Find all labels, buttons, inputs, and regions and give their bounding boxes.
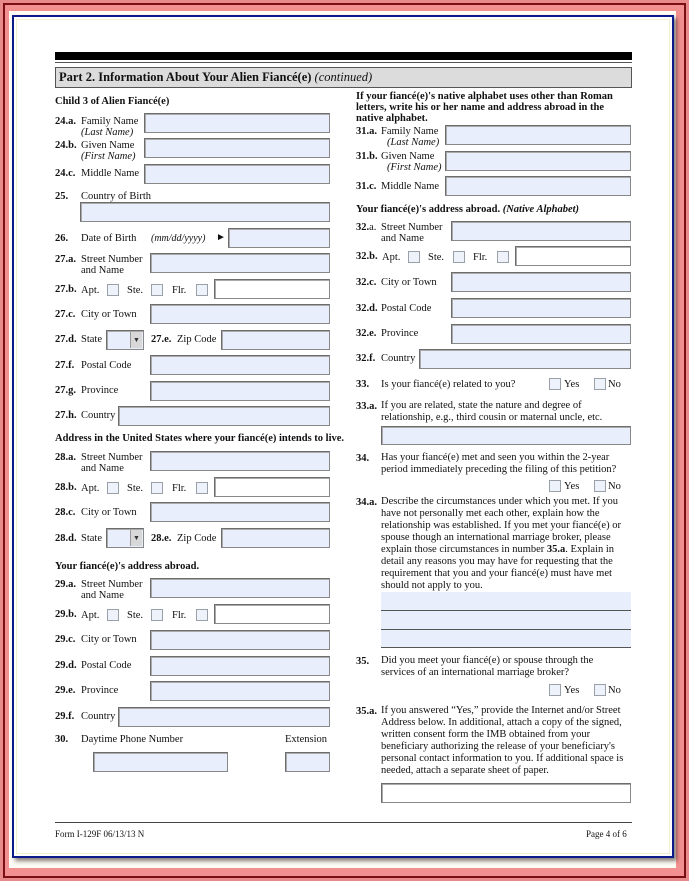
header-rule-thin	[55, 62, 632, 63]
abroad-address-heading: Your fiancé(e)'s address abroad.	[55, 561, 200, 572]
q33a-number: 33.a.	[356, 401, 377, 412]
ste-label: Ste.	[428, 252, 445, 263]
native-alphabet-heading-line2: letters, write his or her name and address abroad in the	[356, 102, 605, 113]
native-middle-name-input[interactable]	[445, 176, 631, 196]
flr-label: Flr.	[172, 483, 187, 494]
q29b-number: 29.b.	[55, 609, 77, 620]
street-input-28a[interactable]	[150, 451, 330, 471]
q32a-number: 32.a.	[356, 222, 377, 233]
q27d-number: 27.d.	[55, 334, 77, 345]
date-of-birth-input[interactable]	[228, 228, 330, 248]
flr-checkbox-28b[interactable]	[196, 482, 208, 494]
us-address-heading: Address in the United States where your fiancé(e) intends to live.	[55, 433, 345, 444]
child3-heading: Child 3 of Alien Fiancé(e)	[55, 96, 170, 107]
q29a-label: Street Number and Name	[81, 579, 143, 601]
q33a-text: If you are related, state the nature and degree of relationship, e.g., third cousin or maternal uncle, etc.	[381, 400, 603, 423]
flr-checkbox-29b[interactable]	[196, 609, 208, 621]
date-format-hint: (mm/dd/yyyy)	[151, 233, 206, 244]
state-select-28d[interactable]	[106, 528, 144, 548]
q32f-label: Country	[381, 353, 416, 364]
unit-number-input-28b[interactable]	[214, 477, 330, 497]
q27e-number: 27.e.	[151, 334, 172, 345]
q27f-number: 27.f.	[55, 360, 75, 371]
q29d-number: 29.d.	[55, 660, 77, 671]
q35-text: Did you meet your fiancé(e) or spouse through the services of an international marriage broker?	[381, 655, 594, 678]
circumstances-textarea[interactable]	[381, 592, 631, 648]
flr-checkbox-27b[interactable]	[196, 284, 208, 296]
country-input-29f[interactable]	[118, 707, 330, 727]
q28d-number: 28.d.	[55, 533, 77, 544]
native-alphabet-heading-line3: native alphabet.	[356, 113, 428, 124]
q28c-number: 28.c.	[55, 507, 76, 518]
yes-label: Yes	[564, 481, 580, 492]
q26-label: Date of Birth	[81, 233, 137, 244]
broker-address-input[interactable]	[381, 783, 631, 803]
province-input-29e[interactable]	[150, 681, 330, 701]
q27c-number: 27.c.	[55, 309, 76, 320]
q24b-label: Given Name (First Name)	[81, 140, 136, 162]
q27g-number: 27.g.	[55, 385, 76, 396]
q34-text: Has your fiancé(e) met and seen you within the 2-year period immediately preceding the filing of this petition?	[381, 452, 617, 475]
q32e-number: 32.e.	[356, 328, 377, 339]
ste-checkbox-32b[interactable]	[453, 251, 465, 263]
q28e-number: 28.e.	[151, 533, 172, 544]
q27b-number: 27.b.	[55, 284, 77, 295]
state-select-27d[interactable]	[106, 330, 144, 350]
zip-code-input-28e[interactable]	[221, 528, 330, 548]
q29f-number: 29.f.	[55, 711, 75, 722]
ste-checkbox-29b[interactable]	[151, 609, 163, 621]
native-given-name-input[interactable]	[445, 151, 631, 171]
q35a-number: 35.a.	[356, 706, 377, 717]
q25-number: 25.	[55, 191, 69, 202]
footer-rule	[55, 822, 632, 823]
q29e-label: Province	[81, 685, 119, 696]
met-yes-checkbox[interactable]	[549, 480, 561, 492]
arrow-right-icon: ►	[216, 232, 226, 243]
part-title: Part 2. Information About Your Alien Fiancé(e)	[59, 70, 312, 84]
q24a-number: 24.a.	[55, 116, 76, 127]
unit-number-input-27b[interactable]	[214, 279, 330, 299]
country-input-27h[interactable]	[118, 406, 330, 426]
no-label: No	[608, 379, 621, 390]
ste-checkbox-27b[interactable]	[151, 284, 163, 296]
q31b-label: Given Name (First Name)	[381, 151, 442, 173]
native-street-input-32a[interactable]	[451, 221, 631, 241]
no-label: No	[608, 685, 621, 696]
country-of-birth-input[interactable]	[80, 202, 330, 222]
q33-label: Is your fiancé(e) related to you?	[381, 379, 516, 390]
native-province-input-32e[interactable]	[451, 324, 631, 344]
q32c-number: 32.c.	[356, 277, 377, 288]
chevron-down-icon[interactable]: ▼	[130, 332, 142, 348]
q29c-label: City or Town	[81, 634, 137, 645]
ste-label: Ste.	[127, 285, 144, 296]
middle-name-input[interactable]	[144, 164, 330, 184]
q31a-label: Family Name (Last Name)	[381, 126, 440, 148]
q27h-number: 27.h.	[55, 410, 77, 421]
q24b-number: 24.b.	[55, 140, 77, 151]
native-alphabet-heading-line1: If your fiancé(e)'s native alphabet uses other than Roman	[356, 91, 613, 102]
broker-yes-checkbox[interactable]	[549, 684, 561, 696]
postal-code-input-29d[interactable]	[150, 656, 330, 676]
q28c-label: City or Town	[81, 507, 137, 518]
q29e-number: 29.e.	[55, 685, 76, 696]
apt-checkbox-28b[interactable]	[107, 482, 119, 494]
q27e-label: Zip Code	[177, 334, 217, 345]
q30-label: Daytime Phone Number	[81, 734, 184, 745]
q24a-label: Family Name (Last Name)	[81, 116, 139, 138]
q27a-number: 27.a.	[55, 254, 76, 265]
native-city-input-32c[interactable]	[451, 272, 631, 292]
ste-label: Ste.	[127, 483, 144, 494]
flr-label: Flr.	[172, 610, 187, 621]
province-input-27g[interactable]	[150, 381, 330, 401]
q34a-text: Describe the circumstances under which you met. If you have not personally met each other, explain how the relationship was established. If you met your fiancé(e) or spouse though an international marriage broker, please explain those circumstances in number 35.a. Explain in detail any reasons you may have for requesting that the requirement that you and your fiancé(e) must have met should not apply to you.	[381, 496, 621, 591]
q31c-number: 31.c.	[356, 181, 377, 192]
zip-code-input-27e[interactable]	[221, 330, 330, 350]
native-unit-number-input-32b[interactable]	[515, 246, 631, 266]
q35a-text: If you answered “Yes,” provide the Internet and/or Street Address below. In additional, attach a copy of the signed, written consent form the IMB obtained from your beneficiary authorizing the release of your beneficiary's personal contact information to you. If additional space is needed, attach a separate sheet of paper.	[381, 705, 624, 776]
city-input-27c[interactable]	[150, 304, 330, 324]
related-yes-checkbox[interactable]	[549, 378, 561, 390]
phone-extension-input[interactable]	[285, 752, 330, 772]
apt-checkbox-32b[interactable]	[408, 251, 420, 263]
native-family-name-input[interactable]	[445, 125, 631, 145]
q32a-label: Street Number and Name	[381, 222, 443, 244]
unit-number-input-29b[interactable]	[214, 604, 330, 624]
native-postal-code-input-32d[interactable]	[451, 298, 631, 318]
part-suffix: (continued)	[314, 70, 373, 84]
flr-label: Flr.	[473, 252, 488, 263]
q29f-label: Country	[81, 711, 116, 722]
relationship-input[interactable]	[381, 426, 631, 445]
family-name-input[interactable]	[144, 113, 330, 133]
q27c-label: City or Town	[81, 309, 137, 320]
postal-code-input-27f[interactable]	[150, 355, 330, 375]
q27d-label: State	[81, 334, 102, 345]
q34-number: 34.	[356, 453, 370, 464]
city-input-28c[interactable]	[150, 502, 330, 522]
q24c-number: 24.c.	[55, 168, 76, 179]
native-abroad-heading: Your fiancé(e)'s address abroad. (Native Alphabet)	[356, 204, 580, 215]
q28d-label: State	[81, 533, 102, 544]
q31a-number: 31.a.	[356, 126, 377, 137]
related-no-checkbox[interactable]	[594, 378, 606, 390]
q31c-label: Middle Name	[381, 181, 440, 192]
met-no-checkbox[interactable]	[594, 480, 606, 492]
q32e-label: Province	[381, 328, 419, 339]
given-name-input[interactable]	[144, 138, 330, 158]
apt-checkbox-29b[interactable]	[107, 609, 119, 621]
q29d-label: Postal Code	[81, 660, 132, 671]
q32c-label: City or Town	[381, 277, 437, 288]
yes-label: Yes	[564, 379, 580, 390]
q28a-label: Street Number and Name	[81, 452, 143, 474]
form-identifier: Form I-129F 06/13/13 N	[55, 829, 145, 839]
page-number: Page 4 of 6	[586, 829, 627, 839]
q35-number: 35.	[356, 656, 370, 667]
part-header	[55, 67, 632, 88]
ste-label: Ste.	[127, 610, 144, 621]
apt-checkbox-27b[interactable]	[107, 284, 119, 296]
apt-label: Apt.	[81, 483, 100, 494]
q27h-label: Country	[81, 410, 116, 421]
header-rule-thick	[55, 52, 632, 60]
q25-label: Country of Birth	[81, 191, 151, 202]
no-label: No	[608, 481, 621, 492]
extension-label: Extension	[285, 734, 327, 745]
apt-label: Apt.	[81, 610, 100, 621]
q28a-number: 28.a.	[55, 452, 76, 463]
q32f-number: 32.f.	[356, 353, 376, 364]
chevron-down-icon[interactable]: ▼	[130, 530, 142, 546]
q34a-number: 34.a.	[356, 497, 377, 508]
apt-label: Apt.	[382, 252, 401, 263]
q29a-number: 29.a.	[55, 579, 76, 590]
q31b-number: 31.b.	[356, 151, 378, 162]
q32b-number: 32.b.	[356, 251, 378, 262]
yes-label: Yes	[564, 685, 580, 696]
q27g-label: Province	[81, 385, 119, 396]
q32d-label: Postal Code	[381, 303, 432, 314]
q28b-number: 28.b.	[55, 482, 77, 493]
q27f-label: Postal Code	[81, 360, 132, 371]
q29c-number: 29.c.	[55, 634, 76, 645]
broker-no-checkbox[interactable]	[594, 684, 606, 696]
apt-label: Apt.	[81, 285, 100, 296]
q26-number: 26.	[55, 233, 69, 244]
ste-checkbox-28b[interactable]	[151, 482, 163, 494]
q28e-label: Zip Code	[177, 533, 217, 544]
q27a-label: Street Number and Name	[81, 254, 143, 276]
street-input-29a[interactable]	[150, 578, 330, 598]
native-country-input-32f[interactable]	[419, 349, 631, 369]
q32d-number: 32.d.	[356, 303, 378, 314]
daytime-phone-input[interactable]	[93, 752, 228, 772]
q30-number: 30.	[55, 734, 69, 745]
flr-checkbox-32b[interactable]	[497, 251, 509, 263]
q24c-label: Middle Name	[81, 168, 140, 179]
flr-label: Flr.	[172, 285, 187, 296]
city-input-29c[interactable]	[150, 630, 330, 650]
q33-number: 33.	[356, 379, 370, 390]
street-input-27a[interactable]	[150, 253, 330, 273]
